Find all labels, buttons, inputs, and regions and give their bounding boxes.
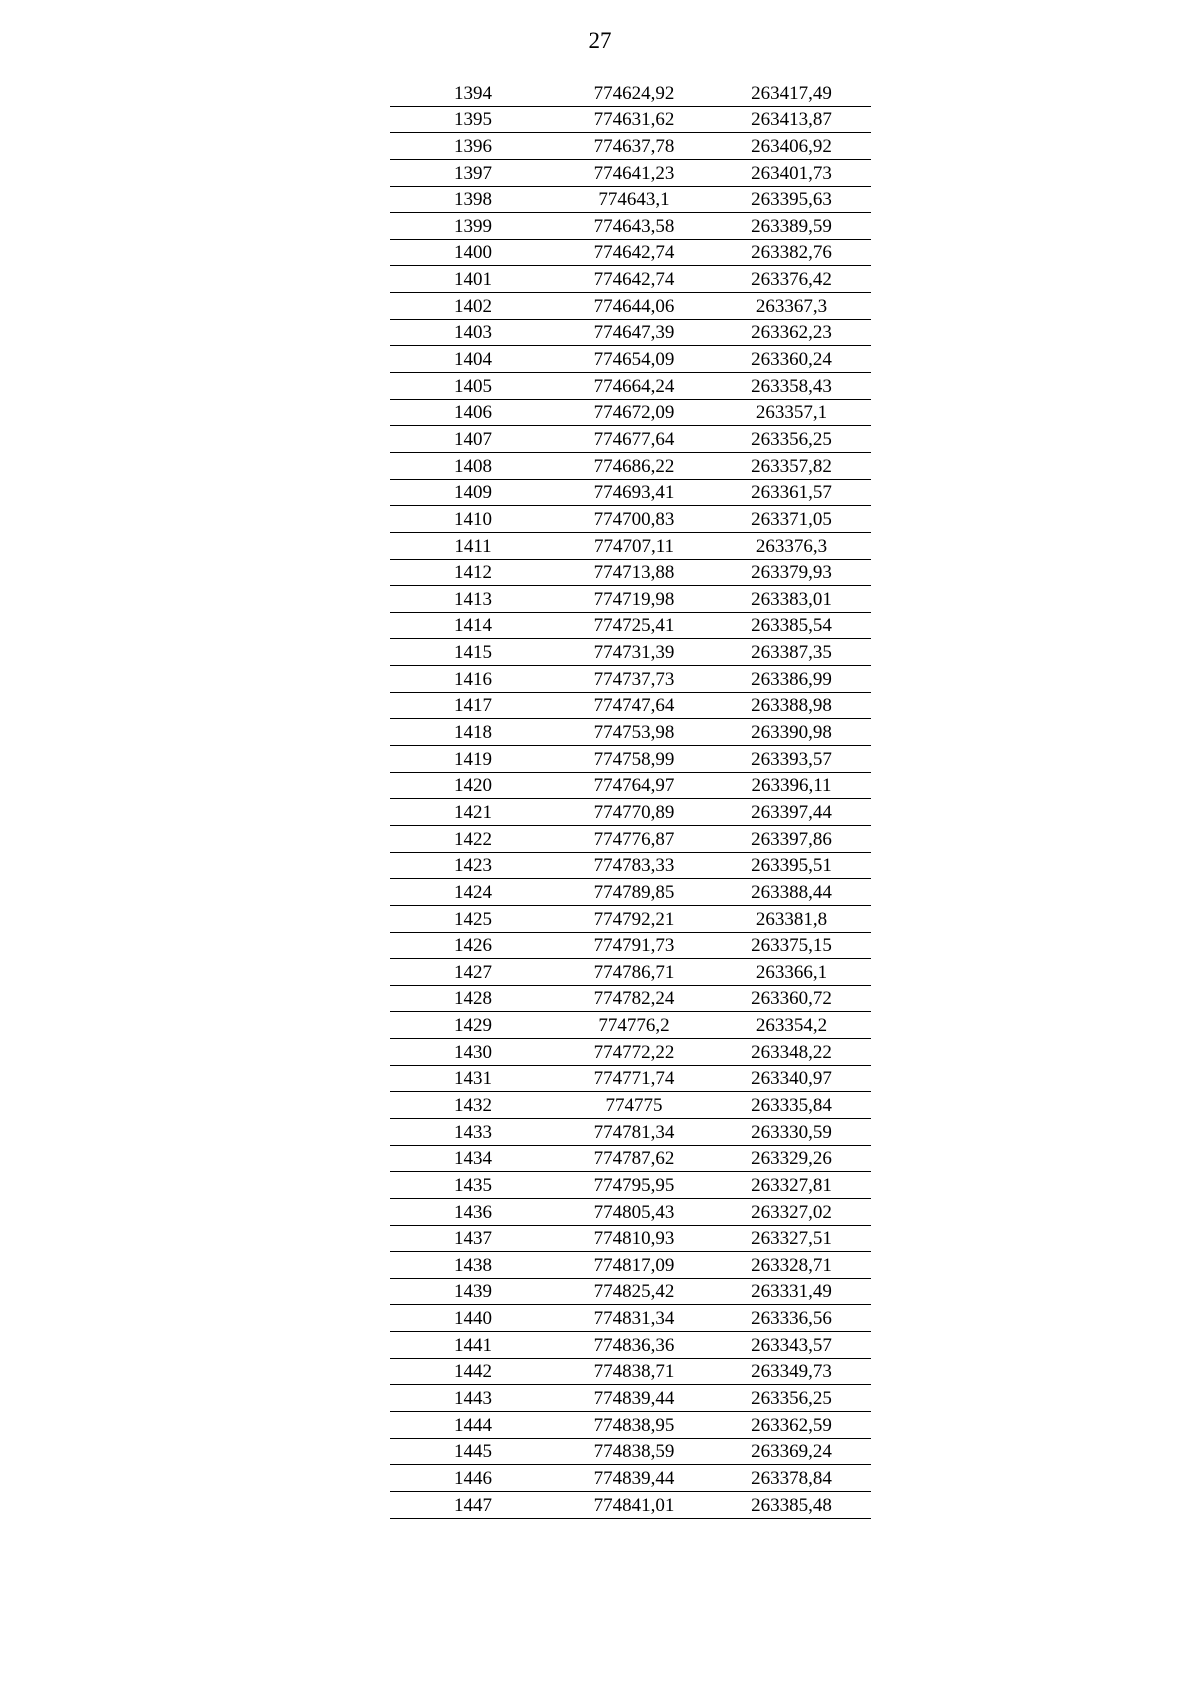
point-number-cell: 1398 bbox=[454, 189, 492, 211]
point-number-cell: 1428 bbox=[454, 988, 492, 1010]
x-coordinate-cell: 774817,09 bbox=[593, 1254, 675, 1276]
point-number-cell: 1419 bbox=[454, 748, 492, 770]
x-coordinate-cell: 774643,1 bbox=[598, 189, 670, 211]
y-coordinate-cell: 263387,35 bbox=[751, 642, 832, 664]
table-row bbox=[390, 1385, 871, 1412]
y-coordinate-cell: 263417,49 bbox=[751, 82, 832, 104]
table-row bbox=[390, 107, 871, 134]
table-row bbox=[390, 560, 871, 587]
x-coordinate-cell: 774637,78 bbox=[593, 135, 675, 157]
y-coordinate-cell: 263375,15 bbox=[751, 935, 832, 957]
table-row bbox=[390, 639, 871, 666]
page-number: 27 bbox=[588, 28, 612, 53]
table-row bbox=[390, 426, 871, 453]
point-number-cell: 1423 bbox=[454, 855, 492, 877]
x-coordinate-cell: 774693,41 bbox=[593, 482, 675, 504]
table-row bbox=[390, 1092, 871, 1119]
y-coordinate-cell: 263335,84 bbox=[751, 1094, 832, 1116]
table-row bbox=[390, 853, 871, 880]
table-row bbox=[390, 906, 871, 933]
table-row bbox=[390, 773, 871, 800]
y-coordinate-cell: 263386,99 bbox=[751, 668, 832, 690]
y-coordinate-cell: 263406,92 bbox=[751, 135, 832, 157]
y-coordinate-cell: 263385,48 bbox=[751, 1494, 832, 1516]
point-number-cell: 1433 bbox=[454, 1121, 492, 1143]
table-row bbox=[390, 160, 871, 187]
point-number-cell: 1422 bbox=[454, 828, 492, 850]
point-number-cell: 1402 bbox=[454, 295, 492, 317]
y-coordinate-cell: 263362,23 bbox=[751, 322, 832, 344]
point-number-cell: 1434 bbox=[454, 1148, 492, 1170]
point-number-cell: 1414 bbox=[454, 615, 492, 637]
point-number-cell: 1442 bbox=[454, 1361, 492, 1383]
x-coordinate-cell: 774707,11 bbox=[593, 535, 675, 557]
y-coordinate-cell: 263381,8 bbox=[755, 908, 828, 930]
point-number-cell: 1404 bbox=[454, 349, 492, 371]
point-number-cell: 1400 bbox=[454, 242, 492, 264]
y-coordinate-cell: 263388,44 bbox=[751, 881, 832, 903]
table-row bbox=[390, 346, 871, 373]
x-coordinate-cell: 774795,95 bbox=[593, 1174, 675, 1196]
table-row bbox=[390, 1172, 871, 1199]
x-coordinate-cell: 774770,89 bbox=[593, 801, 675, 823]
x-coordinate-cell: 774700,83 bbox=[593, 508, 675, 530]
point-number-cell: 1427 bbox=[454, 961, 492, 983]
point-number-cell: 1430 bbox=[454, 1041, 492, 1063]
y-coordinate-cell: 263336,56 bbox=[751, 1308, 832, 1330]
table-row bbox=[390, 320, 871, 347]
table-row bbox=[390, 1226, 871, 1253]
x-coordinate-cell: 774731,39 bbox=[593, 642, 675, 664]
y-coordinate-cell: 263348,22 bbox=[751, 1041, 832, 1063]
table-row bbox=[390, 213, 871, 240]
y-coordinate-cell: 263376,42 bbox=[751, 269, 832, 291]
point-number-cell: 1435 bbox=[454, 1174, 492, 1196]
y-coordinate-cell: 263343,57 bbox=[751, 1334, 832, 1356]
point-number-cell: 1397 bbox=[454, 162, 492, 184]
table-row bbox=[390, 187, 871, 214]
point-number-cell: 1403 bbox=[454, 322, 492, 344]
table-row bbox=[390, 80, 871, 107]
point-number-cell: 1417 bbox=[454, 695, 492, 717]
x-coordinate-cell: 774758,99 bbox=[593, 748, 675, 770]
point-number-cell: 1439 bbox=[454, 1281, 492, 1303]
point-number-cell: 1432 bbox=[454, 1094, 492, 1116]
point-number-cell: 1409 bbox=[454, 482, 492, 504]
point-number-cell: 1431 bbox=[454, 1068, 492, 1090]
point-number-cell: 1437 bbox=[454, 1228, 492, 1250]
table-row bbox=[390, 293, 871, 320]
x-coordinate-cell: 774737,73 bbox=[593, 668, 675, 690]
table-row bbox=[390, 586, 871, 613]
table-row bbox=[390, 133, 871, 160]
y-coordinate-cell: 263340,97 bbox=[751, 1068, 832, 1090]
point-number-cell: 1429 bbox=[454, 1015, 492, 1037]
x-coordinate-cell: 774643,58 bbox=[593, 215, 675, 237]
point-number-cell: 1436 bbox=[454, 1201, 492, 1223]
table-row bbox=[390, 666, 871, 693]
y-coordinate-cell: 263369,24 bbox=[751, 1441, 832, 1463]
x-coordinate-cell: 774805,43 bbox=[593, 1201, 675, 1223]
y-coordinate-cell: 263329,26 bbox=[751, 1148, 832, 1170]
point-number-cell: 1416 bbox=[454, 668, 492, 690]
x-coordinate-cell: 774642,74 bbox=[593, 269, 675, 291]
point-number-cell: 1421 bbox=[454, 801, 492, 823]
table-row bbox=[390, 373, 871, 400]
table-row bbox=[390, 719, 871, 746]
table-row bbox=[390, 480, 871, 507]
y-coordinate-cell: 263401,73 bbox=[751, 162, 832, 184]
x-coordinate-cell: 774831,34 bbox=[593, 1308, 675, 1330]
table-row bbox=[390, 453, 871, 480]
y-coordinate-cell: 263382,76 bbox=[751, 242, 832, 264]
table-row bbox=[390, 933, 871, 960]
y-coordinate-cell: 263396,11 bbox=[751, 775, 832, 797]
x-coordinate-cell: 774631,62 bbox=[593, 109, 675, 131]
point-number-cell: 1440 bbox=[454, 1308, 492, 1330]
point-number-cell: 1396 bbox=[454, 135, 492, 157]
y-coordinate-cell: 263327,51 bbox=[751, 1228, 832, 1250]
y-coordinate-cell: 263378,84 bbox=[751, 1467, 832, 1489]
x-coordinate-cell: 774836,36 bbox=[593, 1334, 675, 1356]
x-coordinate-cell: 774642,74 bbox=[593, 242, 675, 264]
x-coordinate-cell: 774787,62 bbox=[593, 1148, 675, 1170]
point-number-cell: 1443 bbox=[454, 1388, 492, 1410]
point-number-cell: 1394 bbox=[454, 82, 492, 104]
y-coordinate-cell: 263376,3 bbox=[755, 535, 828, 557]
y-coordinate-cell: 263356,25 bbox=[751, 428, 832, 450]
x-coordinate-cell: 774654,09 bbox=[593, 349, 675, 371]
table-row bbox=[390, 1465, 871, 1492]
point-number-cell: 1425 bbox=[454, 908, 492, 930]
x-coordinate-cell: 774838,59 bbox=[593, 1441, 675, 1463]
table-row bbox=[390, 533, 871, 560]
y-coordinate-cell: 263388,98 bbox=[751, 695, 832, 717]
x-coordinate-cell: 774677,64 bbox=[593, 428, 675, 450]
y-coordinate-cell: 263393,57 bbox=[751, 748, 832, 770]
x-coordinate-cell: 774775 bbox=[605, 1094, 663, 1116]
y-coordinate-cell: 263354,2 bbox=[755, 1015, 828, 1037]
y-coordinate-cell: 263389,59 bbox=[751, 215, 832, 237]
table-row bbox=[390, 1146, 871, 1173]
table-row bbox=[390, 1492, 871, 1519]
point-number-cell: 1445 bbox=[454, 1441, 492, 1463]
y-coordinate-cell: 263367,3 bbox=[755, 295, 828, 317]
table-row bbox=[390, 959, 871, 986]
y-coordinate-cell: 263379,93 bbox=[751, 562, 832, 584]
table-row bbox=[390, 1252, 871, 1279]
x-coordinate-cell: 774838,71 bbox=[593, 1361, 675, 1383]
point-number-cell: 1405 bbox=[454, 375, 492, 397]
table-row bbox=[390, 240, 871, 267]
table-row bbox=[390, 1332, 871, 1359]
table-row bbox=[390, 746, 871, 773]
point-number-cell: 1424 bbox=[454, 881, 492, 903]
x-coordinate-cell: 774772,22 bbox=[593, 1041, 675, 1063]
table-row bbox=[390, 1305, 871, 1332]
x-coordinate-cell: 774789,85 bbox=[593, 881, 675, 903]
x-coordinate-cell: 774641,23 bbox=[593, 162, 675, 184]
point-number-cell: 1408 bbox=[454, 455, 492, 477]
table-row bbox=[390, 1359, 871, 1386]
table-row bbox=[390, 266, 871, 293]
x-coordinate-cell: 774841,01 bbox=[593, 1494, 675, 1516]
point-number-cell: 1446 bbox=[454, 1467, 492, 1489]
y-coordinate-cell: 263390,98 bbox=[751, 722, 832, 744]
x-coordinate-cell: 774776,87 bbox=[593, 828, 675, 850]
y-coordinate-cell: 263395,63 bbox=[751, 189, 832, 211]
table-row bbox=[390, 879, 871, 906]
y-coordinate-cell: 263360,24 bbox=[751, 349, 832, 371]
table-row bbox=[390, 1439, 871, 1466]
coordinates-table bbox=[390, 80, 871, 1519]
y-coordinate-cell: 263358,43 bbox=[751, 375, 832, 397]
table-row bbox=[390, 826, 871, 853]
y-coordinate-cell: 263330,59 bbox=[751, 1121, 832, 1143]
y-coordinate-cell: 263397,86 bbox=[751, 828, 832, 850]
y-coordinate-cell: 263328,71 bbox=[751, 1254, 832, 1276]
x-coordinate-cell: 774776,2 bbox=[598, 1015, 670, 1037]
y-coordinate-cell: 263361,57 bbox=[751, 482, 832, 504]
x-coordinate-cell: 774753,98 bbox=[593, 722, 675, 744]
x-coordinate-cell: 774782,24 bbox=[593, 988, 675, 1010]
x-coordinate-cell: 774624,92 bbox=[593, 82, 675, 104]
x-coordinate-cell: 774672,09 bbox=[593, 402, 675, 424]
point-number-cell: 1412 bbox=[454, 562, 492, 584]
y-coordinate-cell: 263385,54 bbox=[751, 615, 832, 637]
point-number-cell: 1444 bbox=[454, 1414, 492, 1436]
y-coordinate-cell: 263327,81 bbox=[751, 1174, 832, 1196]
x-coordinate-cell: 774664,24 bbox=[593, 375, 675, 397]
y-coordinate-cell: 263395,51 bbox=[751, 855, 832, 877]
table-row bbox=[390, 1412, 871, 1439]
table-row bbox=[390, 1279, 871, 1306]
table-row bbox=[390, 613, 871, 640]
point-number-cell: 1410 bbox=[454, 508, 492, 530]
x-coordinate-cell: 774783,33 bbox=[593, 855, 675, 877]
y-coordinate-cell: 263327,02 bbox=[751, 1201, 832, 1223]
x-coordinate-cell: 774771,74 bbox=[593, 1068, 675, 1090]
y-coordinate-cell: 263371,05 bbox=[751, 508, 832, 530]
point-number-cell: 1415 bbox=[454, 642, 492, 664]
y-coordinate-cell: 263397,44 bbox=[751, 801, 832, 823]
x-coordinate-cell: 774838,95 bbox=[593, 1414, 675, 1436]
table-row bbox=[390, 1012, 871, 1039]
x-coordinate-cell: 774747,64 bbox=[593, 695, 675, 717]
y-coordinate-cell: 263357,82 bbox=[751, 455, 832, 477]
y-coordinate-cell: 263366,1 bbox=[755, 961, 828, 983]
x-coordinate-cell: 774792,21 bbox=[593, 908, 675, 930]
table-row bbox=[390, 799, 871, 826]
table-row bbox=[390, 506, 871, 533]
x-coordinate-cell: 774781,34 bbox=[593, 1121, 675, 1143]
x-coordinate-cell: 774686,22 bbox=[593, 455, 675, 477]
x-coordinate-cell: 774647,39 bbox=[593, 322, 675, 344]
table-row bbox=[390, 693, 871, 720]
x-coordinate-cell: 774713,88 bbox=[593, 562, 675, 584]
point-number-cell: 1401 bbox=[454, 269, 492, 291]
y-coordinate-cell: 263356,25 bbox=[751, 1388, 832, 1410]
y-coordinate-cell: 263357,1 bbox=[755, 402, 828, 424]
point-number-cell: 1399 bbox=[454, 215, 492, 237]
point-number-cell: 1420 bbox=[454, 775, 492, 797]
x-coordinate-cell: 774786,71 bbox=[593, 961, 675, 983]
x-coordinate-cell: 774825,42 bbox=[593, 1281, 675, 1303]
table-row bbox=[390, 986, 871, 1013]
x-coordinate-cell: 774725,41 bbox=[593, 615, 675, 637]
point-number-cell: 1426 bbox=[454, 935, 492, 957]
point-number-cell: 1406 bbox=[454, 402, 492, 424]
x-coordinate-cell: 774764,97 bbox=[593, 775, 675, 797]
y-coordinate-cell: 263362,59 bbox=[751, 1414, 832, 1436]
point-number-cell: 1411 bbox=[454, 535, 492, 557]
y-coordinate-cell: 263331,49 bbox=[751, 1281, 832, 1303]
point-number-cell: 1407 bbox=[454, 428, 492, 450]
point-number-cell: 1418 bbox=[454, 722, 492, 744]
table-row bbox=[390, 1199, 871, 1226]
table-row bbox=[390, 400, 871, 427]
y-coordinate-cell: 263349,73 bbox=[751, 1361, 832, 1383]
x-coordinate-cell: 774791,73 bbox=[593, 935, 675, 957]
table-row bbox=[390, 1119, 871, 1146]
x-coordinate-cell: 774839,44 bbox=[593, 1467, 675, 1489]
point-number-cell: 1441 bbox=[454, 1334, 492, 1356]
point-number-cell: 1395 bbox=[454, 109, 492, 131]
point-number-cell: 1438 bbox=[454, 1254, 492, 1276]
x-coordinate-cell: 774839,44 bbox=[593, 1388, 675, 1410]
table-row bbox=[390, 1066, 871, 1093]
y-coordinate-cell: 263413,87 bbox=[751, 109, 832, 131]
x-coordinate-cell: 774810,93 bbox=[593, 1228, 675, 1250]
y-coordinate-cell: 263383,01 bbox=[751, 588, 832, 610]
point-number-cell: 1447 bbox=[454, 1494, 492, 1516]
x-coordinate-cell: 774719,98 bbox=[593, 588, 675, 610]
y-coordinate-cell: 263360,72 bbox=[751, 988, 832, 1010]
table-row bbox=[390, 1039, 871, 1066]
x-coordinate-cell: 774644,06 bbox=[593, 295, 675, 317]
point-number-cell: 1413 bbox=[454, 588, 492, 610]
